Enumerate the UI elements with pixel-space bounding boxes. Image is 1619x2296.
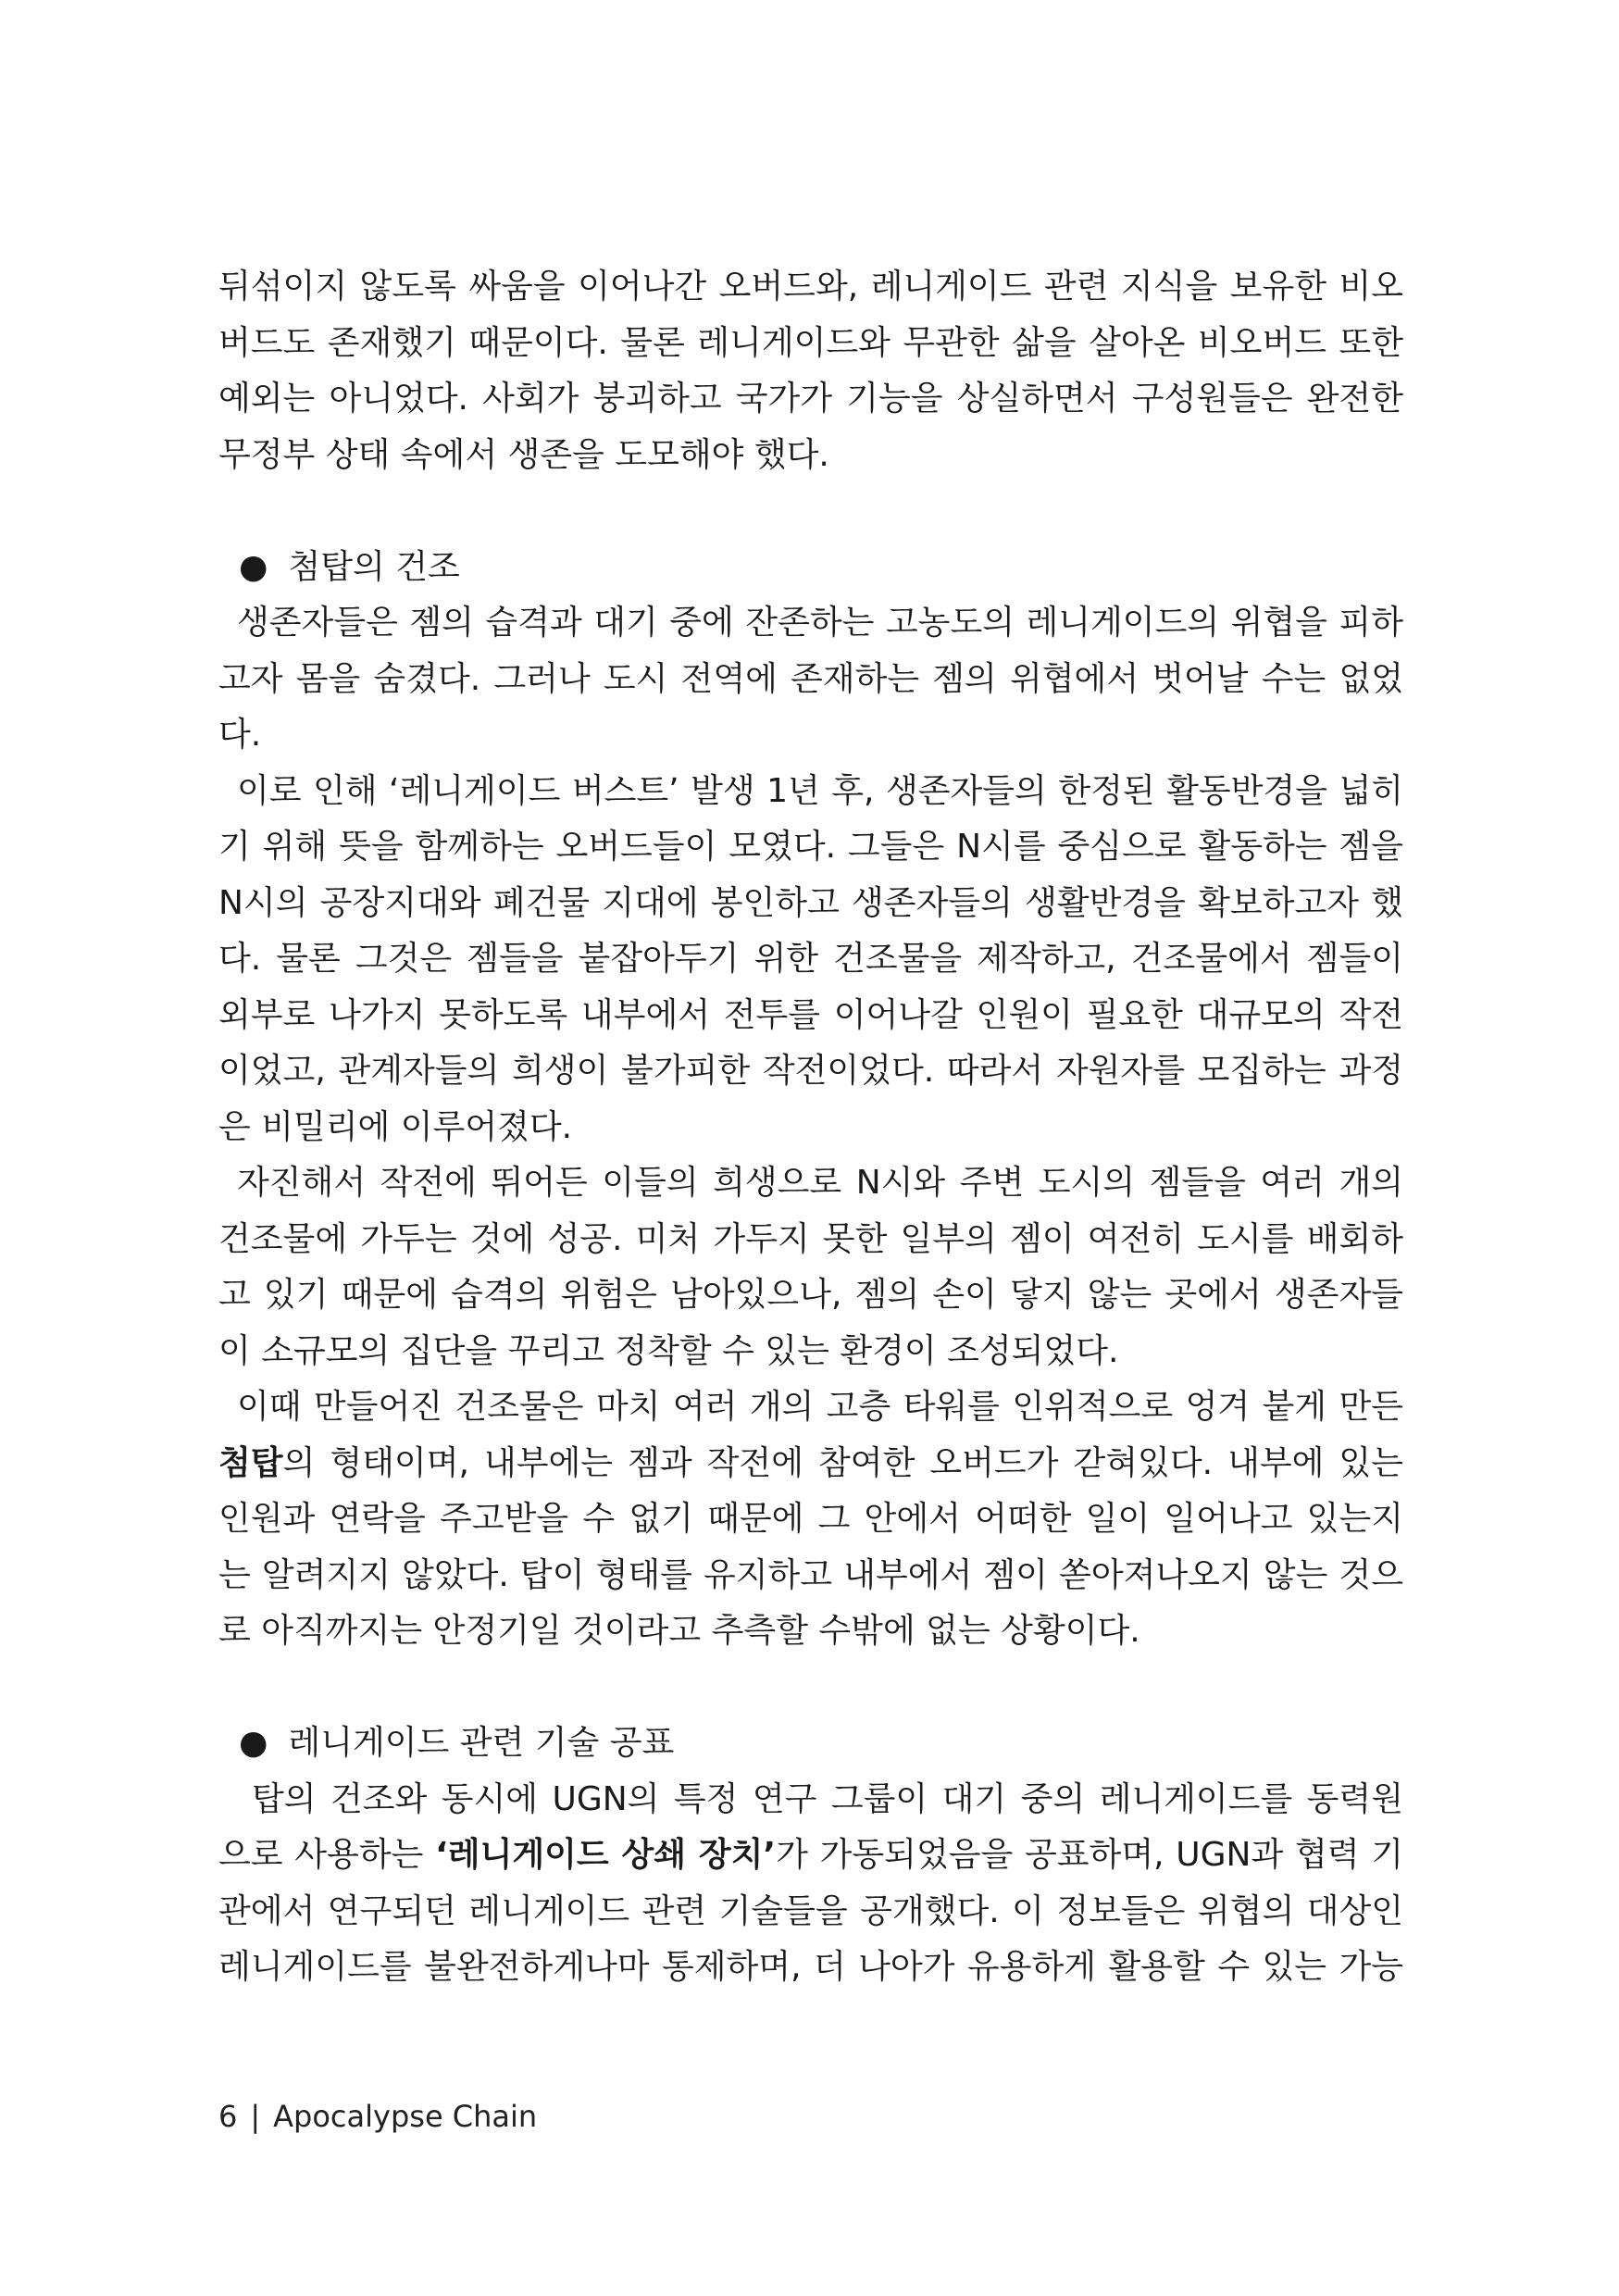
text-line: 는 알려지지 않았다. 탑이 형태를 유지하고 내부에서 젬이 쏟아져나오지 않는 것으: [218, 1555, 1403, 1594]
text-line: 기 위해 뜻을 함께하는 오버드들이 모였다. 그들은 N시를 중심으로 활동하는 젬을: [218, 828, 1403, 866]
text-line: 이때 만들어진 건조물은 마치 여러 개의 고층 타워를 인위적으로 엉겨 붙게 만든: [237, 1388, 1403, 1426]
text-span: 의 형태이며, 내부에는 젬과 작전에 참여한 오버드가 갇혀있다. 내부에 있는: [282, 1443, 1403, 1482]
bold-term: 첨탑: [218, 1443, 283, 1482]
text-line: 외부로 나가지 못하도록 내부에서 전투를 이어나갈 인원이 필요한 대규모의 작전: [218, 995, 1403, 1034]
section-heading-tower: [218, 540, 1403, 596]
section-heading-text: 레니게이드 관련 기술 공표: [288, 1724, 675, 1762]
text-line: [218, 1828, 1403, 1884]
text-line: 예외는 아니었다. 사회가 붕괴하고 국가가 기능을 상실하면서 구성원들은 완전한: [218, 380, 1403, 418]
text-span: 가 가동되었음을 공표하며, UGN과 협력 기: [776, 1836, 1404, 1874]
text-line: N시의 공장지대와 폐건물 지대에 봉인하고 생존자들의 생활반경을 확보하고자 했: [218, 883, 1403, 922]
footer-separator: |: [250, 2099, 261, 2134]
text-line: 인원과 연락을 주고받을 수 없기 때문에 그 안에서 어떠한 일이 일어나고 있는지: [218, 1500, 1403, 1538]
text-line: 로 아직까지는 안정기일 것이라고 추측할 수밖에 없는 상황이다.: [218, 1612, 1140, 1650]
bullet-icon: ●: [239, 547, 268, 586]
page-footer: [218, 2098, 537, 2135]
text-line: 레니게이드를 불완전하게나마 통제하며, 더 나아가 유용하게 활용할 수 있는 가능: [218, 1948, 1403, 1986]
text-line: 다.: [218, 716, 262, 754]
text-line: 자진해서 작전에 뛰어든 이들의 희생으로 N시와 주변 도시의 젬들을 여러 개의: [237, 1164, 1403, 1202]
text-line: [218, 1436, 1403, 1492]
body-text: [218, 259, 1403, 1996]
spacer: [218, 483, 1403, 540]
bold-term: ‘레니게이드 상쇄 장치’: [435, 1836, 777, 1874]
bullet-icon: ●: [239, 1724, 268, 1762]
text-line: 관에서 연구되던 레니게이드 관련 기술들을 공개했다. 이 정보들은 위협의 대상인: [218, 1891, 1403, 1930]
text-line: 이 소규모의 집단을 꾸리고 정착할 수 있는 환경이 조성되었다.: [218, 1331, 1119, 1370]
text-line: 버드도 존재했기 때문이다. 물론 레니게이드와 무관한 삶을 살아온 비오버드 또한: [218, 323, 1403, 362]
book-title: Apocalypse Chain: [273, 2099, 538, 2134]
text-line: 무정부 상태 속에서 생존을 도모해야 했다.: [218, 435, 829, 474]
spacer: [218, 1660, 1403, 1716]
page-number: 6: [218, 2099, 238, 2134]
text-line: 탑의 건조와 동시에 UGN의 특정 연구 그룹이 대기 중의 레니게이드를 동력원: [252, 1779, 1403, 1818]
text-line: 고 있기 때문에 습격의 위험은 남아있으나, 젬의 손이 닿지 않는 곳에서 생존자들: [218, 1276, 1403, 1314]
text-line: 건조물에 가두는 것에 성공. 미처 가두지 못한 일부의 젬이 여전히 도시를 배회하: [218, 1219, 1403, 1258]
text-line: 은 비밀리에 이루어졌다.: [218, 1107, 573, 1146]
text-line: 이로 인해 ‘레니게이드 버스트’ 발생 1년 후, 생존자들의 한정된 활동반경을 넓히: [237, 771, 1403, 810]
section-heading-text: 첨탑의 건조: [288, 547, 460, 586]
text-line: 생존자들은 젬의 습격과 대기 중에 잔존하는 고농도의 레니게이드의 위협을 피하: [237, 604, 1403, 642]
text-line: 이었고, 관계자들의 희생이 불가피한 작전이었다. 따라서 자원자를 모집하는 과정: [218, 1052, 1403, 1090]
text-line: 다. 물론 그것은 젬들을 붙잡아두기 위한 건조물을 제작하고, 건조물에서 젬들이: [218, 940, 1403, 978]
text-line: 뒤섞이지 않도록 싸움을 이어나간 오버드와, 레니게이드 관련 지식을 보유한 비오: [218, 268, 1403, 306]
text-span: 으로 사용하는: [218, 1836, 436, 1874]
text-line: 고자 몸을 숨겼다. 그러나 도시 전역에 존재하는 젬의 위협에서 벗어날 수는 없었: [218, 659, 1403, 698]
section-heading-tech: [218, 1716, 1403, 1772]
